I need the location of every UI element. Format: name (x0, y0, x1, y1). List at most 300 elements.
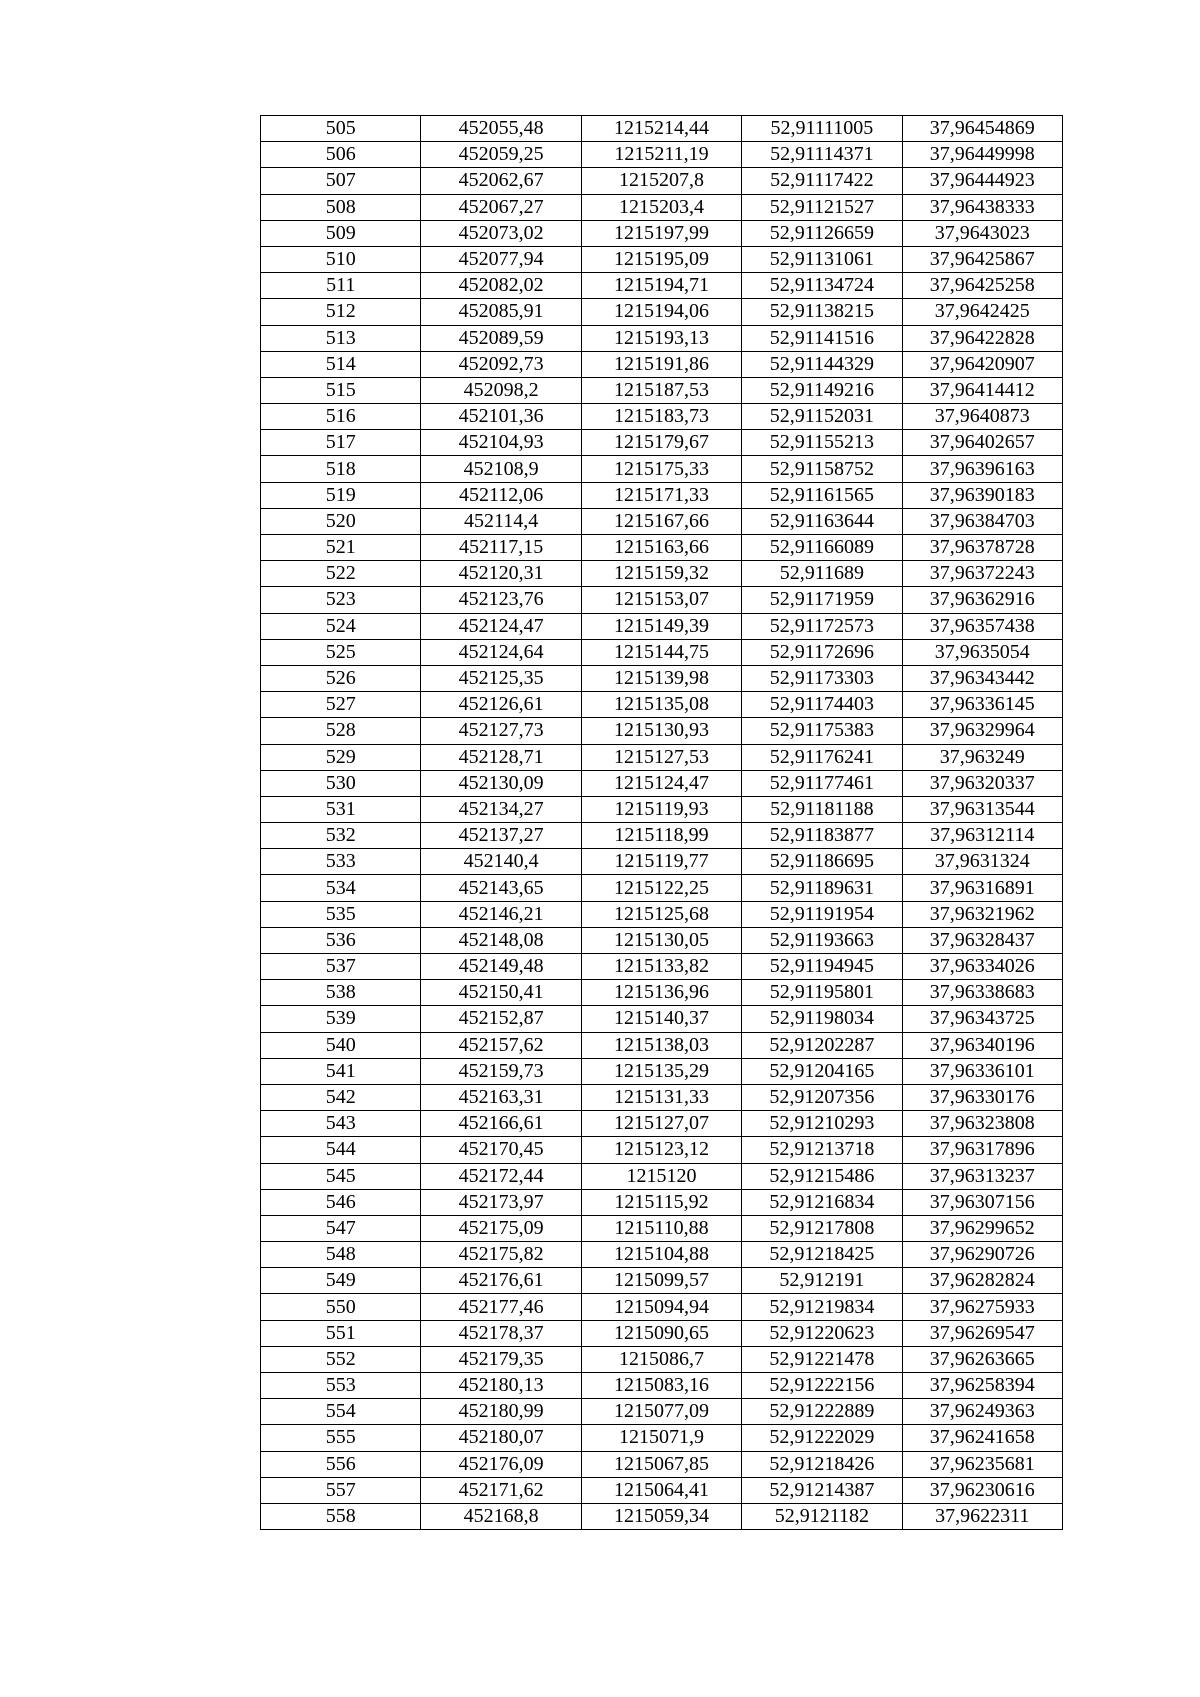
longitude-cell: 37,96334026 (902, 954, 1062, 980)
y-coordinate-cell: 1215086,7 (581, 1346, 741, 1372)
point-number-cell: 541 (261, 1058, 421, 1084)
point-number-cell: 506 (261, 142, 421, 168)
point-number-cell: 547 (261, 1215, 421, 1241)
longitude-cell: 37,96414412 (902, 377, 1062, 403)
table-row (261, 1503, 1063, 1529)
table-row (261, 508, 1063, 534)
x-coordinate-cell: 452170,45 (421, 1137, 581, 1163)
point-number-cell: 557 (261, 1477, 421, 1503)
point-number-cell: 508 (261, 194, 421, 220)
latitude-cell: 52,91217808 (742, 1215, 902, 1241)
latitude-cell: 52,91173303 (742, 665, 902, 691)
x-coordinate-cell: 452134,27 (421, 796, 581, 822)
longitude-cell: 37,96372243 (902, 561, 1062, 587)
table-row (261, 351, 1063, 377)
y-coordinate-cell: 1215104,88 (581, 1242, 741, 1268)
longitude-cell: 37,96343442 (902, 665, 1062, 691)
y-coordinate-cell: 1215127,07 (581, 1111, 741, 1137)
y-coordinate-cell: 1215120 (581, 1163, 741, 1189)
table-row (261, 1268, 1063, 1294)
coordinates-table (260, 115, 1063, 1530)
point-number-cell: 520 (261, 508, 421, 534)
x-coordinate-cell: 452114,4 (421, 508, 581, 534)
point-number-cell: 550 (261, 1294, 421, 1320)
longitude-cell: 37,96420907 (902, 351, 1062, 377)
longitude-cell: 37,9640873 (902, 404, 1062, 430)
longitude-cell: 37,96241658 (902, 1425, 1062, 1451)
latitude-cell: 52,91152031 (742, 404, 902, 430)
table-row (261, 404, 1063, 430)
point-number-cell: 524 (261, 613, 421, 639)
longitude-cell: 37,96390183 (902, 482, 1062, 508)
y-coordinate-cell: 1215133,82 (581, 954, 741, 980)
x-coordinate-cell: 452166,61 (421, 1111, 581, 1137)
longitude-cell: 37,96336145 (902, 692, 1062, 718)
point-number-cell: 535 (261, 901, 421, 927)
point-number-cell: 511 (261, 273, 421, 299)
coordinates-table-body (261, 116, 1063, 1530)
latitude-cell: 52,91194945 (742, 954, 902, 980)
y-coordinate-cell: 1215163,66 (581, 535, 741, 561)
table-row (261, 456, 1063, 482)
x-coordinate-cell: 452176,61 (421, 1268, 581, 1294)
latitude-cell: 52,91177461 (742, 770, 902, 796)
point-number-cell: 527 (261, 692, 421, 718)
x-coordinate-cell: 452177,46 (421, 1294, 581, 1320)
point-number-cell: 543 (261, 1111, 421, 1137)
point-number-cell: 521 (261, 535, 421, 561)
latitude-cell: 52,91175383 (742, 718, 902, 744)
y-coordinate-cell: 1215207,8 (581, 168, 741, 194)
longitude-cell: 37,96312114 (902, 823, 1062, 849)
y-coordinate-cell: 1215175,33 (581, 456, 741, 482)
table-row (261, 377, 1063, 403)
longitude-cell: 37,96444923 (902, 168, 1062, 194)
table-row (261, 1084, 1063, 1110)
latitude-cell: 52,91114371 (742, 142, 902, 168)
point-number-cell: 536 (261, 927, 421, 953)
x-coordinate-cell: 452159,73 (421, 1058, 581, 1084)
longitude-cell: 37,96269547 (902, 1320, 1062, 1346)
y-coordinate-cell: 1215159,32 (581, 561, 741, 587)
longitude-cell: 37,96384703 (902, 508, 1062, 534)
x-coordinate-cell: 452130,09 (421, 770, 581, 796)
y-coordinate-cell: 1215194,71 (581, 273, 741, 299)
y-coordinate-cell: 1215090,65 (581, 1320, 741, 1346)
table-row (261, 613, 1063, 639)
latitude-cell: 52,91222029 (742, 1425, 902, 1451)
longitude-cell: 37,96449998 (902, 142, 1062, 168)
latitude-cell: 52,91131061 (742, 246, 902, 272)
table-row (261, 1320, 1063, 1346)
point-number-cell: 518 (261, 456, 421, 482)
latitude-cell: 52,91134724 (742, 273, 902, 299)
y-coordinate-cell: 1215167,66 (581, 508, 741, 534)
latitude-cell: 52,911689 (742, 561, 902, 587)
y-coordinate-cell: 1215077,09 (581, 1399, 741, 1425)
latitude-cell: 52,91161565 (742, 482, 902, 508)
latitude-cell: 52,91189631 (742, 875, 902, 901)
point-number-cell: 552 (261, 1346, 421, 1372)
longitude-cell: 37,96313237 (902, 1163, 1062, 1189)
x-coordinate-cell: 452077,94 (421, 246, 581, 272)
table-row (261, 823, 1063, 849)
x-coordinate-cell: 452149,48 (421, 954, 581, 980)
longitude-cell: 37,9622311 (902, 1503, 1062, 1529)
y-coordinate-cell: 1215194,06 (581, 299, 741, 325)
x-coordinate-cell: 452179,35 (421, 1346, 581, 1372)
latitude-cell: 52,91149216 (742, 377, 902, 403)
x-coordinate-cell: 452127,73 (421, 718, 581, 744)
x-coordinate-cell: 452176,09 (421, 1451, 581, 1477)
longitude-cell: 37,96330176 (902, 1084, 1062, 1110)
latitude-cell: 52,91172573 (742, 613, 902, 639)
x-coordinate-cell: 452150,41 (421, 980, 581, 1006)
latitude-cell: 52,91138215 (742, 299, 902, 325)
y-coordinate-cell: 1215125,68 (581, 901, 741, 927)
x-coordinate-cell: 452108,9 (421, 456, 581, 482)
point-number-cell: 528 (261, 718, 421, 744)
y-coordinate-cell: 1215099,57 (581, 1268, 741, 1294)
table-row (261, 561, 1063, 587)
x-coordinate-cell: 452163,31 (421, 1084, 581, 1110)
x-coordinate-cell: 452173,97 (421, 1189, 581, 1215)
point-number-cell: 554 (261, 1399, 421, 1425)
table-row (261, 1137, 1063, 1163)
y-coordinate-cell: 1215119,77 (581, 849, 741, 875)
x-coordinate-cell: 452117,15 (421, 535, 581, 561)
y-coordinate-cell: 1215136,96 (581, 980, 741, 1006)
latitude-cell: 52,91141516 (742, 325, 902, 351)
point-number-cell: 513 (261, 325, 421, 351)
x-coordinate-cell: 452175,82 (421, 1242, 581, 1268)
y-coordinate-cell: 1215124,47 (581, 770, 741, 796)
table-row (261, 1058, 1063, 1084)
point-number-cell: 530 (261, 770, 421, 796)
table-row (261, 168, 1063, 194)
table-row (261, 1451, 1063, 1477)
y-coordinate-cell: 1215064,41 (581, 1477, 741, 1503)
point-number-cell: 558 (261, 1503, 421, 1529)
table-row (261, 1373, 1063, 1399)
table-row (261, 1006, 1063, 1032)
longitude-cell: 37,96290726 (902, 1242, 1062, 1268)
longitude-cell: 37,9635054 (902, 639, 1062, 665)
latitude-cell: 52,91172696 (742, 639, 902, 665)
longitude-cell: 37,9642425 (902, 299, 1062, 325)
table-row (261, 194, 1063, 220)
point-number-cell: 532 (261, 823, 421, 849)
x-coordinate-cell: 452104,93 (421, 430, 581, 456)
table-row (261, 901, 1063, 927)
table-row (261, 1346, 1063, 1372)
latitude-cell: 52,91202287 (742, 1032, 902, 1058)
y-coordinate-cell: 1215140,37 (581, 1006, 741, 1032)
point-number-cell: 515 (261, 377, 421, 403)
longitude-cell: 37,96336101 (902, 1058, 1062, 1084)
point-number-cell: 538 (261, 980, 421, 1006)
point-number-cell: 556 (261, 1451, 421, 1477)
x-coordinate-cell: 452125,35 (421, 665, 581, 691)
table-row (261, 325, 1063, 351)
longitude-cell: 37,96328437 (902, 927, 1062, 953)
latitude-cell: 52,91144329 (742, 351, 902, 377)
y-coordinate-cell: 1215171,33 (581, 482, 741, 508)
longitude-cell: 37,96362916 (902, 587, 1062, 613)
x-coordinate-cell: 452180,99 (421, 1399, 581, 1425)
latitude-cell: 52,91207356 (742, 1084, 902, 1110)
longitude-cell: 37,96307156 (902, 1189, 1062, 1215)
longitude-cell: 37,96258394 (902, 1373, 1062, 1399)
x-coordinate-cell: 452171,62 (421, 1477, 581, 1503)
longitude-cell: 37,96343725 (902, 1006, 1062, 1032)
table-row (261, 1242, 1063, 1268)
x-coordinate-cell: 452073,02 (421, 220, 581, 246)
point-number-cell: 514 (261, 351, 421, 377)
longitude-cell: 37,96320337 (902, 770, 1062, 796)
point-number-cell: 523 (261, 587, 421, 613)
y-coordinate-cell: 1215067,85 (581, 1451, 741, 1477)
x-coordinate-cell: 452098,2 (421, 377, 581, 403)
y-coordinate-cell: 1215094,94 (581, 1294, 741, 1320)
longitude-cell: 37,96329964 (902, 718, 1062, 744)
x-coordinate-cell: 452089,59 (421, 325, 581, 351)
latitude-cell: 52,91183877 (742, 823, 902, 849)
x-coordinate-cell: 452140,4 (421, 849, 581, 875)
latitude-cell: 52,91218425 (742, 1242, 902, 1268)
point-number-cell: 509 (261, 220, 421, 246)
table-row (261, 116, 1063, 142)
x-coordinate-cell: 452055,48 (421, 116, 581, 142)
y-coordinate-cell: 1215203,4 (581, 194, 741, 220)
x-coordinate-cell: 452172,44 (421, 1163, 581, 1189)
x-coordinate-cell: 452092,73 (421, 351, 581, 377)
y-coordinate-cell: 1215183,73 (581, 404, 741, 430)
table-row (261, 482, 1063, 508)
point-number-cell: 512 (261, 299, 421, 325)
table-row (261, 744, 1063, 770)
longitude-cell: 37,96230616 (902, 1477, 1062, 1503)
table-row (261, 1163, 1063, 1189)
longitude-cell: 37,963249 (902, 744, 1062, 770)
latitude-cell: 52,91213718 (742, 1137, 902, 1163)
latitude-cell: 52,91193663 (742, 927, 902, 953)
y-coordinate-cell: 1215149,39 (581, 613, 741, 639)
longitude-cell: 37,96422828 (902, 325, 1062, 351)
longitude-cell: 37,96425867 (902, 246, 1062, 272)
latitude-cell: 52,91222889 (742, 1399, 902, 1425)
y-coordinate-cell: 1215123,12 (581, 1137, 741, 1163)
point-number-cell: 542 (261, 1084, 421, 1110)
y-coordinate-cell: 1215195,09 (581, 246, 741, 272)
y-coordinate-cell: 1215131,33 (581, 1084, 741, 1110)
point-number-cell: 525 (261, 639, 421, 665)
table-row (261, 796, 1063, 822)
point-number-cell: 539 (261, 1006, 421, 1032)
x-coordinate-cell: 452146,21 (421, 901, 581, 927)
latitude-cell: 52,91214387 (742, 1477, 902, 1503)
y-coordinate-cell: 1215139,98 (581, 665, 741, 691)
longitude-cell: 37,96425258 (902, 273, 1062, 299)
x-coordinate-cell: 452178,37 (421, 1320, 581, 1346)
x-coordinate-cell: 452143,65 (421, 875, 581, 901)
point-number-cell: 526 (261, 665, 421, 691)
table-row (261, 875, 1063, 901)
longitude-cell: 37,96282824 (902, 1268, 1062, 1294)
latitude-cell: 52,91186695 (742, 849, 902, 875)
table-row (261, 954, 1063, 980)
latitude-cell: 52,91163644 (742, 508, 902, 534)
point-number-cell: 537 (261, 954, 421, 980)
table-row (261, 246, 1063, 272)
x-coordinate-cell: 452112,06 (421, 482, 581, 508)
x-coordinate-cell: 452120,31 (421, 561, 581, 587)
x-coordinate-cell: 452124,47 (421, 613, 581, 639)
table-row (261, 1294, 1063, 1320)
longitude-cell: 37,96321962 (902, 901, 1062, 927)
y-coordinate-cell: 1215191,86 (581, 351, 741, 377)
table-row (261, 1477, 1063, 1503)
x-coordinate-cell: 452180,13 (421, 1373, 581, 1399)
latitude-cell: 52,91174403 (742, 692, 902, 718)
point-number-cell: 534 (261, 875, 421, 901)
x-coordinate-cell: 452124,64 (421, 639, 581, 665)
longitude-cell: 37,96275933 (902, 1294, 1062, 1320)
y-coordinate-cell: 1215214,44 (581, 116, 741, 142)
x-coordinate-cell: 452059,25 (421, 142, 581, 168)
point-number-cell: 551 (261, 1320, 421, 1346)
table-row (261, 430, 1063, 456)
x-coordinate-cell: 452062,67 (421, 168, 581, 194)
point-number-cell: 522 (261, 561, 421, 587)
latitude-cell: 52,91220623 (742, 1320, 902, 1346)
x-coordinate-cell: 452082,02 (421, 273, 581, 299)
x-coordinate-cell: 452101,36 (421, 404, 581, 430)
latitude-cell: 52,91176241 (742, 744, 902, 770)
longitude-cell: 37,96316891 (902, 875, 1062, 901)
y-coordinate-cell: 1215119,93 (581, 796, 741, 822)
table-row (261, 142, 1063, 168)
point-number-cell: 553 (261, 1373, 421, 1399)
point-number-cell: 517 (261, 430, 421, 456)
latitude-cell: 52,91218426 (742, 1451, 902, 1477)
point-number-cell: 519 (261, 482, 421, 508)
latitude-cell: 52,91216834 (742, 1189, 902, 1215)
y-coordinate-cell: 1215059,34 (581, 1503, 741, 1529)
y-coordinate-cell: 1215153,07 (581, 587, 741, 613)
y-coordinate-cell: 1215197,99 (581, 220, 741, 246)
x-coordinate-cell: 452152,87 (421, 1006, 581, 1032)
table-row (261, 1032, 1063, 1058)
x-coordinate-cell: 452137,27 (421, 823, 581, 849)
longitude-cell: 37,96249363 (902, 1399, 1062, 1425)
x-coordinate-cell: 452126,61 (421, 692, 581, 718)
point-number-cell: 505 (261, 116, 421, 142)
point-number-cell: 531 (261, 796, 421, 822)
longitude-cell: 37,96357438 (902, 613, 1062, 639)
y-coordinate-cell: 1215135,29 (581, 1058, 741, 1084)
latitude-cell: 52,91191954 (742, 901, 902, 927)
point-number-cell: 548 (261, 1242, 421, 1268)
table-row (261, 535, 1063, 561)
y-coordinate-cell: 1215115,92 (581, 1189, 741, 1215)
point-number-cell: 516 (261, 404, 421, 430)
table-row (261, 1111, 1063, 1137)
longitude-cell: 37,9631324 (902, 849, 1062, 875)
table-row (261, 980, 1063, 1006)
point-number-cell: 510 (261, 246, 421, 272)
longitude-cell: 37,96402657 (902, 430, 1062, 456)
table-row (261, 770, 1063, 796)
point-number-cell: 549 (261, 1268, 421, 1294)
latitude-cell: 52,91111005 (742, 116, 902, 142)
table-row (261, 1189, 1063, 1215)
point-number-cell: 507 (261, 168, 421, 194)
y-coordinate-cell: 1215187,53 (581, 377, 741, 403)
table-row (261, 273, 1063, 299)
longitude-cell: 37,96338683 (902, 980, 1062, 1006)
latitude-cell: 52,9121182 (742, 1503, 902, 1529)
longitude-cell: 37,96263665 (902, 1346, 1062, 1372)
table-row (261, 639, 1063, 665)
latitude-cell: 52,912191 (742, 1268, 902, 1294)
point-number-cell: 533 (261, 849, 421, 875)
y-coordinate-cell: 1215179,67 (581, 430, 741, 456)
latitude-cell: 52,91166089 (742, 535, 902, 561)
longitude-cell: 37,96438333 (902, 194, 1062, 220)
table-row (261, 1425, 1063, 1451)
point-number-cell: 546 (261, 1189, 421, 1215)
x-coordinate-cell: 452180,07 (421, 1425, 581, 1451)
x-coordinate-cell: 452123,76 (421, 587, 581, 613)
y-coordinate-cell: 1215118,99 (581, 823, 741, 849)
y-coordinate-cell: 1215144,75 (581, 639, 741, 665)
longitude-cell: 37,96313544 (902, 796, 1062, 822)
table-row (261, 849, 1063, 875)
latitude-cell: 52,91171959 (742, 587, 902, 613)
y-coordinate-cell: 1215138,03 (581, 1032, 741, 1058)
longitude-cell: 37,96299652 (902, 1215, 1062, 1241)
y-coordinate-cell: 1215127,53 (581, 744, 741, 770)
latitude-cell: 52,91195801 (742, 980, 902, 1006)
latitude-cell: 52,91215486 (742, 1163, 902, 1189)
longitude-cell: 37,96378728 (902, 535, 1062, 561)
y-coordinate-cell: 1215071,9 (581, 1425, 741, 1451)
point-number-cell: 555 (261, 1425, 421, 1451)
longitude-cell: 37,96340196 (902, 1032, 1062, 1058)
latitude-cell: 52,91210293 (742, 1111, 902, 1137)
table-row (261, 220, 1063, 246)
table-row (261, 718, 1063, 744)
point-number-cell: 544 (261, 1137, 421, 1163)
y-coordinate-cell: 1215211,19 (581, 142, 741, 168)
table-row (261, 1399, 1063, 1425)
latitude-cell: 52,91121527 (742, 194, 902, 220)
longitude-cell: 37,96235681 (902, 1451, 1062, 1477)
y-coordinate-cell: 1215083,16 (581, 1373, 741, 1399)
latitude-cell: 52,91158752 (742, 456, 902, 482)
x-coordinate-cell: 452168,8 (421, 1503, 581, 1529)
longitude-cell: 37,96396163 (902, 456, 1062, 482)
table-row (261, 587, 1063, 613)
y-coordinate-cell: 1215135,08 (581, 692, 741, 718)
y-coordinate-cell: 1215110,88 (581, 1215, 741, 1241)
table-row (261, 665, 1063, 691)
longitude-cell: 37,96317896 (902, 1137, 1062, 1163)
y-coordinate-cell: 1215130,05 (581, 927, 741, 953)
point-number-cell: 545 (261, 1163, 421, 1189)
longitude-cell: 37,96454869 (902, 116, 1062, 142)
